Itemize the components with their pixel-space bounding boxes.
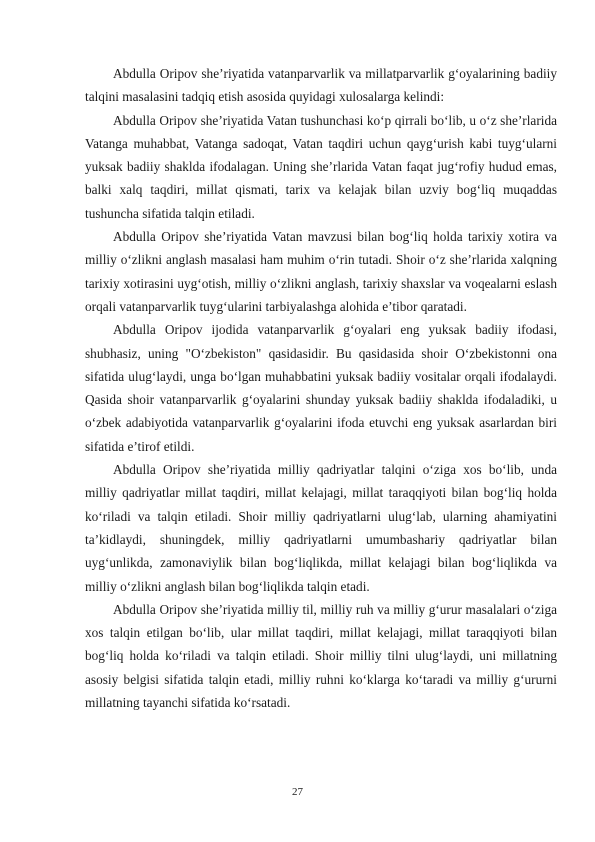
paragraph-vatan-concept: Abdulla Oripov she’riyatida Vatan tushunchasi ko‘p qirrali bo‘lib, u o‘z she’rlarida Vatanga muhabbat, Vatanga sadoqat, Vatan taqdiri uchun qayg‘urish kabi tuyg‘ularni yuksak badiiy shaklda ifodalagan. Uning she’rlarida Vatan faqat jug‘rofiy hudud emas, balki xalq taqdiri, millat qismati, tarix va kelajak bilan uzviy bog‘liq muqaddas tushuncha sifatida talqin etiladi. (85, 112, 557, 221)
paragraph-national-values: Abdulla Oripov she’riyatida milliy qadriyatlar talqini o‘ziga xos bo‘lib, unda milliy qadriyatlar millat taqdiri, millat kelajagi, millat taraqqiyoti bilan bog‘liq holda ko‘riladi va talqin etiladi. Shoir milliy qadriyatlarni ulug‘lab, ularning ahamiyatini ta’kidlaydi, shuningdek, milliy qadriyatlarni umumbashariy qadriyatlar bilan uyg‘unlikda, zamonaviylik bilan bog‘liqlikda, millat kelajagi bilan bog‘liqlikda va milliy o‘zlikni anglash bilan bog‘liqlikda talqin etadi. (85, 462, 557, 594)
paragraph-uzbekiston-qasida: Abdulla Oripov ijodida vatanparvarlik g‘oyalari eng yuksak badiiy ifodasi, shubhasiz, uning "O‘zbekiston" qasidasidir. Bu qasidasida shoir O‘zbekistonni ona sifatida ulug‘laydi, unga bo‘lgan muhabbatini yuksak badiiy vositalar orqali ifodalaydi. Qasida shoir vatanparvarlik g‘oyalarini shunday yuksak badiiy shaklda ifodaladiki, u o‘zbek adabiyotida vatanparvarlik g‘oyalarini ifoda etuvchi eng yuksak asarlardan biri sifatida e’tirof etildi. (85, 322, 557, 454)
paragraph-national-language: Abdulla Oripov she’riyatida milliy til, milliy ruh va milliy g‘urur masalalari o‘ziga xos talqin etilgan bo‘lib, ular millat taqdiri, millat kelajagi, millat taraqqiyoti bilan bog‘liq holda ko‘riladi va talqin etiladi. Shoir milliy tilni ulug‘laydi, uni millatning asosiy belgisi sifatida talqin etadi, milliy ruhni ko‘klarga ko‘taradi va milliy g‘ururni millatning tayanchi sifatida ko‘rsatadi. (85, 601, 557, 711)
paragraph-historical-memory: Abdulla Oripov she’riyatida Vatan mavzusi bilan bog‘liq holda tarixiy xotira va milliy o‘zlikni anglash masalasi ham muhim o‘rin tutadi. Shoir o‘z she’rlarida xalqning tarixiy xotirasini uyg‘otish, milliy o‘zlikni anglash, tarixiy shaxslar va voqealarni eslash orqali vatanparvarlik tuyg‘ularini tarbiyalashga alohida e’tibor qaratadi. (85, 229, 557, 314)
paragraph-conclusion-intro: Abdulla Oripov she’riyatida vatanparvarlik va millatparvarlik g‘oyalarining badiiy talqini masalasini tadqiq etish asosida quyidagi xulosalarga kelindi: (85, 66, 557, 105)
document-body (85, 62, 557, 714)
page-number: 27 (292, 786, 303, 798)
